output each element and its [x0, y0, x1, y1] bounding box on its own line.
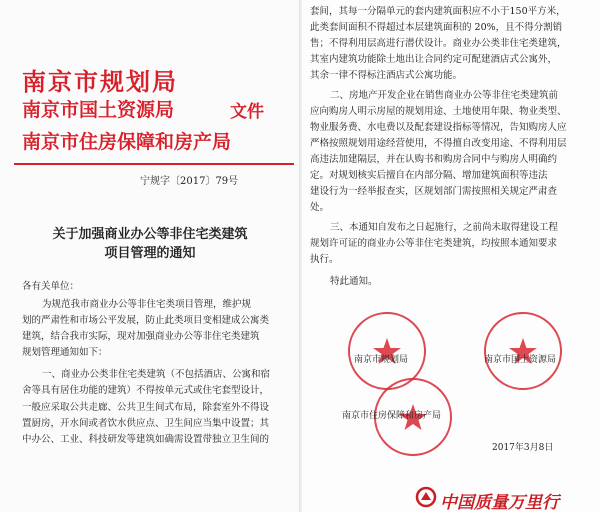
body-line: 建设行为一经举报查实，区规划部门需按照相关规定严肃查	[310, 186, 558, 197]
right-page	[302, 0, 600, 512]
body-line: 一、商业办公类非住宅类建筑（不包括酒店、公寓和宿	[42, 369, 271, 380]
body-line: 规划管理通知如下：	[22, 347, 108, 358]
body-line: 售；不得利用层高进行潜伏设计。商业办公类非住宅类建筑，	[310, 38, 567, 49]
body-line: 一般应采取公共走廊、公共卫生间式布局，除套室外不得设	[22, 402, 270, 413]
issuer-land-resources-bureau: 南京市国土资源局	[22, 99, 175, 121]
body-line: 高违法加建隔层，并在认购书和购房合同中与购房人明确约	[310, 154, 558, 165]
body-line: 舍等具有居住功能的建筑）不得按单元式或住宅套型设计，	[22, 385, 270, 396]
body-line: 建筑，结合我市实际，现对加强商业办公等非住宅类建筑	[22, 331, 260, 342]
brand-logo-icon	[415, 486, 437, 508]
body-line: 置厨房，开水间或者饮水供应点、卫生间应当集中设置；其	[22, 418, 270, 429]
body-line: 套间，其每一分隔单元的套内建筑面积应不小于150平方米，	[310, 6, 566, 17]
addressee: 各有关单位：	[22, 281, 80, 292]
body-line: 三、本通知自发布之日起施行，之前尚未取得建设工程	[330, 222, 559, 233]
left-page	[0, 0, 300, 512]
document-title-line-1: 关于加强商业办公等非住宅类建筑	[52, 227, 248, 242]
star-icon	[486, 314, 560, 388]
document-number: 宁规字〔2017〕79号	[140, 176, 239, 187]
issuer-housing-bureau: 南京市住房保障和房产局	[22, 131, 232, 153]
signature-planning-bureau: 南京市规划局	[354, 355, 409, 365]
body-line: 规划许可证的商业办公等非住宅类建筑，均按照本通知要求	[310, 238, 558, 249]
body-line: 应向购房人明示房屋的规划用途、土地使用年限、物业类型、	[310, 106, 567, 117]
body-line: 其室内建筑功能除土地出让合同约定可配建酒店式公寓外，	[310, 54, 558, 65]
body-line: 其余一律不得标注酒店式公寓功能。	[310, 70, 463, 81]
body-line: 执行。	[310, 254, 339, 265]
closing-remark: 特此通知。	[330, 276, 378, 287]
body-line: 物业服务费、水电费以及配套建设指标等情况，告知购房人应	[310, 122, 567, 133]
header-divider	[14, 163, 294, 165]
body-line: 处。	[310, 202, 330, 213]
document-title-line-2: 项目管理的通知	[104, 246, 196, 261]
body-line: 为规范我市商业办公等非住宅类项目管理，维护规	[42, 299, 252, 310]
body-line: 二、房地产开发企业在销售商业办公等非住宅类建筑前	[330, 90, 559, 101]
issuer-planning-bureau: 南京市规划局	[22, 68, 178, 96]
watermark-brand: 中国质量万里行	[440, 493, 559, 513]
document-label: 文件	[230, 102, 264, 122]
star-icon	[350, 314, 424, 388]
body-line: 定。对规划核实后擅自在内部分隔、增加建筑面积等违法	[310, 170, 548, 181]
land-resources-bureau-seal	[484, 312, 562, 390]
body-line: 划的严肃性和市场公平发展，防止此类项目变相建成公寓类	[22, 315, 270, 326]
body-line: 严格按照规划用途经营使用，不得擅自改变用途、不得利用层	[310, 138, 567, 149]
signature-land-resources-bureau: 南京市国土资源局	[484, 355, 557, 365]
signature-housing-bureau: 南京市住房保障和房产局	[342, 411, 442, 421]
body-line: 中办公、工业、科技研发等建筑如确需设置带独立卫生间的	[22, 434, 270, 445]
body-line: 此类套间面积不得超过本层建筑面积的 20%，且不得分割销	[310, 22, 563, 33]
issue-date: 2017年3月8日	[492, 443, 554, 453]
